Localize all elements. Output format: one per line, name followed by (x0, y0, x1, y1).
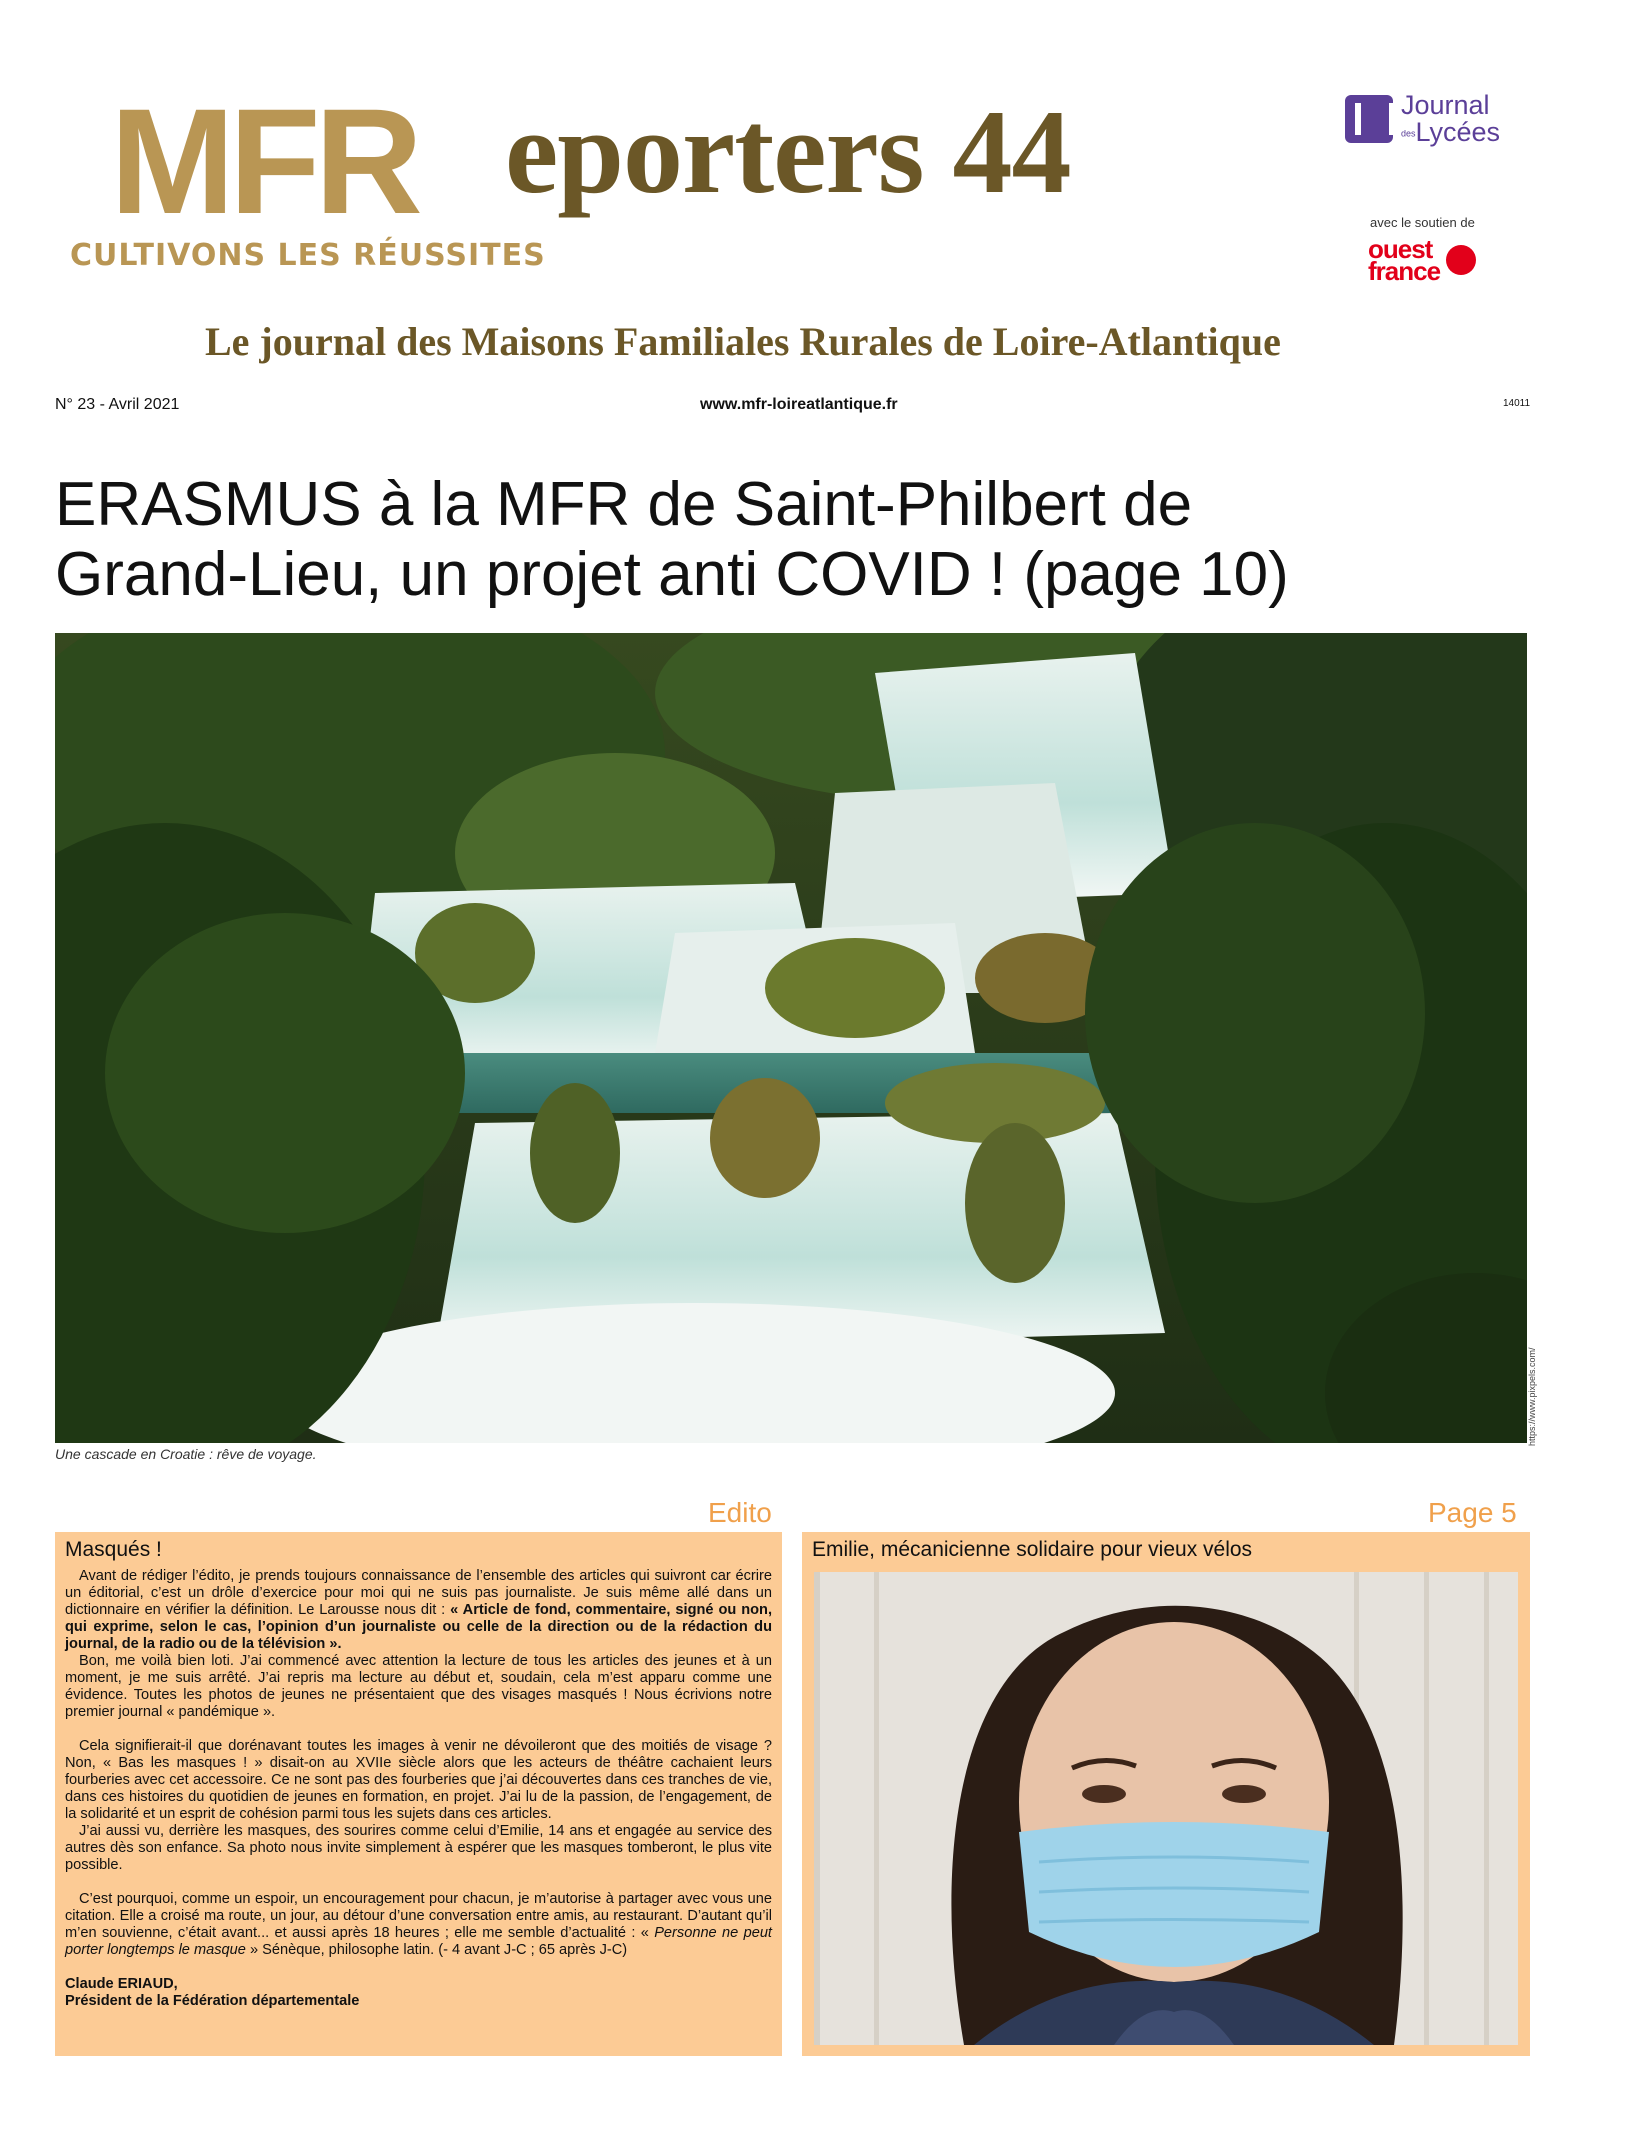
edito-title: Masqués ! (65, 1538, 162, 1561)
page5-box (802, 1532, 1530, 2056)
support-text: avec le soutien de (1370, 215, 1475, 230)
issue-code: 14011 (1503, 398, 1531, 409)
journal-subtitle: Le journal des Maisons Familiales Rurales de Loire-Atlantique (205, 319, 1281, 364)
headline-line1: ERASMUS à la MFR de Saint-Philbert de (55, 470, 1193, 539)
journal-des-lycees-icon (1345, 95, 1393, 143)
sponsor-line2: france (1368, 256, 1441, 287)
page5-title: Emilie, mécanicienne solidaire pour vieux vélos (812, 1538, 1253, 1561)
edito-box (55, 1532, 782, 2056)
brand-mfr: MFR (110, 77, 417, 245)
edito-paragraph-3: Cela signifierait-il que dorénavant toutes les images à venir ne dévoileront que des moitiés de visage ? Non, « Bas les masques ! » disait-on au XVIIe siècle alors que les acteurs de théâtre cachaient leurs fourberies avec cet accessoire. Ce ne sont pas des fourberies que j’ai découvertes dans ces tranches de vie, dans ces histoires du quotidien de jeunes en formation, en projet. J’ai lu de la passion, de l’engagement, de la solidarité et un esprit de cohésion parmi tous les sujets dans ces articles. (65, 1738, 772, 1822)
brand-reporters: eporters 44 (505, 85, 1071, 218)
portrait-photo (814, 1572, 1518, 2045)
signature-role: Président de la Fédération départementale (65, 1993, 360, 2009)
edito-paragraph-2: Bon, me voilà bien loti. J’ai commencé avec attention la lecture de tous les articles des jeunes et à un moment, je me suis arrêté. J’ai repris ma lecture au début et, soudain, cela m’est apparu comme une évidence. Toutes les photos de jeunes ne présentaient que des visages masqués ! Nous écrivions notre premier journal « pandémique ». (65, 1653, 772, 1720)
signature-name: Claude ERIAUD, (65, 1976, 178, 1992)
main-headline (55, 470, 1555, 610)
partner-journal: Journal (1401, 90, 1490, 120)
website-url[interactable]: www.mfr-loireatlantique.fr (700, 396, 898, 413)
sponsor-line1: ouest (1368, 234, 1433, 264)
ouest-france-icon (1446, 245, 1476, 275)
edito-paragraph-1: Avant de rédiger l’édito, je prends toujours connaissance de l’ensemble des articles qui suivront car écrire un éditorial, c’est un drôle d’exercice pour moi qui ne suis pas journaliste. Je suis même allé dans un dictionnaire en vérifier la définition. Le Larousse nous dit : « Article de fond, commentaire, signé ou non, qui exprime, selon le cas, l’opinion d’un journaliste ou celle de la direction ou de la rédaction du journal, de la radio ou de la télévision ». (65, 1568, 772, 1652)
ouest-france-logo (1368, 234, 1476, 287)
photo-credit: https://www.pixpels.com/ (1527, 1347, 1537, 1446)
issue-number: N° 23 - Avril 2021 (55, 396, 180, 413)
masthead (60, 77, 1220, 286)
photo-caption: Une cascade en Croatie : rêve de voyage. (55, 1446, 317, 1462)
page5-tag: Page 5 (1428, 1497, 1517, 1528)
edito-paragraph-4: J’ai aussi vu, derrière les masques, des sourires comme celui d’Emilie, 14 ans et engagée au service des autres dès son enfance. Sa photo nous invite simplement à espérer que les masques tomberont, le plus vite possible. (65, 1823, 772, 1873)
partner-des: des (1401, 128, 1416, 139)
journal-des-lycees-logo (1345, 92, 1500, 146)
edito-body (65, 1568, 772, 2010)
edito-tag: Edito (708, 1497, 772, 1528)
partner-lycees: Lycées (1415, 117, 1501, 147)
headline-line2: Grand-Lieu, un projet anti COVID ! (page 10) (55, 540, 1289, 610)
waterfall-photo (55, 633, 1527, 1443)
edito-paragraph-5: C’est pourquoi, comme un espoir, un encouragement pour chacun, je m’autorise à partager avec vous une citation. Elle a croisé ma route, un jour, au détour d’une conversation entre amis, au restaurant. D’autant qu’il m’en souvienne, c’était avant... et aussi après 18 heures ; elle me semble d’actualité : « Personne ne peut porter longtemps le masque » Sénèque, philosophe latin. (- 4 avant J-C ; 65 après J-C) (65, 1891, 772, 1958)
slogan: CULTIVONS LES RÉUSSITES (70, 238, 546, 273)
